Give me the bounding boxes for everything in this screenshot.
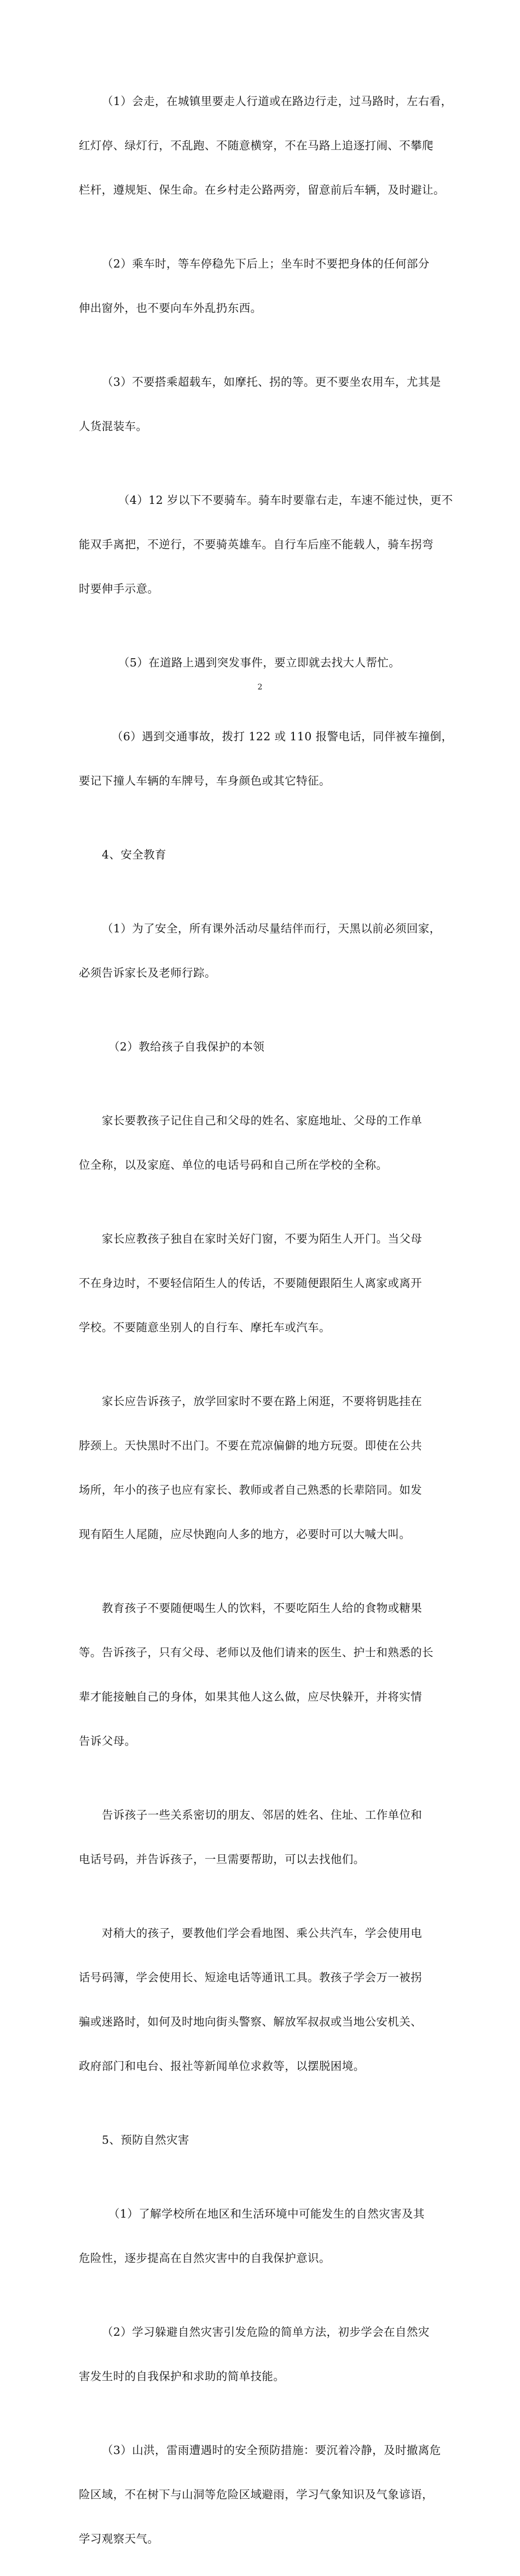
text-line: 家长应教孩子独自在家时关好门窗，不要为陌生人开门。当父母 (102, 1232, 423, 1245)
text-line: 伸出窗外，也不要向车外乱扔东西。 (79, 301, 262, 315)
paragraph-avoid-danger (79, 2295, 446, 2413)
text-line: 电话号码，并告诉孩子，一旦需要帮助，可以去找他们。 (79, 1853, 365, 1866)
page-number: 2 (257, 683, 263, 692)
text-line: 不在身边时，不要轻信陌生人的传话，不要随便跟陌生人离家或离开 (79, 1277, 422, 1290)
paragraph-understand-disasters (79, 2177, 446, 2295)
text-line: 骗或迷路时，如何及时地向街头警察、解放军叔叔或当地公安机关、 (79, 2015, 422, 2028)
text-line: （5）在道路上遇到突发事件，要立即就去找大人帮忙。 (118, 656, 401, 669)
paragraph-riding-bus (79, 227, 446, 345)
text-line: 政府部门和电台、报社等新闻单位求救等，以摆脱困境。 (79, 2059, 365, 2073)
text-line: 家长应告诉孩子，放学回家时不要在路上闲逛，不要将钥匙挂在 (102, 1395, 423, 1408)
section-heading-natural-disasters (79, 2103, 446, 2177)
section-heading: 5、预防自然灾害 (102, 2133, 189, 2146)
text-line: （3）不要搭乘超载车，如摩托、拐的等。更不要坐农用车，尤其是 (102, 375, 441, 388)
paragraph-remember-info (79, 1084, 446, 1202)
paragraph-going-home (79, 1365, 446, 1571)
text-line: 教育孩子不要随便喝生人的饮料，不要吃陌生人给的食物或糖果 (102, 1602, 423, 1615)
text-line: 家长要教孩子记住自己和父母的姓名、家庭地址、父母的工作单 (102, 1114, 423, 1127)
paragraph-home-alone (79, 1202, 446, 1365)
text-line: 告诉孩子一些关系密切的朋友、邻居的姓名、住址、工作单位和 (102, 1808, 423, 1821)
paragraph-floods-storms (79, 2413, 446, 2576)
text-line: （1）会走，在城镇里要走人行道或在路边行走，过马路时，左右看， (102, 95, 453, 108)
text-line: （2）教给孩子自我保护的本领 (108, 1040, 265, 1053)
text-line: 险区域，不在树下与山洞等危险区域避雨，学习气象知识及气象谚语， (79, 2488, 434, 2501)
text-line: 场所，年小的孩子也应有家长、教师或者自己熟悉的长辈陪同。如发 (79, 1483, 422, 1496)
text-line: （2）乘车时，等车停稳先下后上；坐车时不要把身体的任何部分 (102, 257, 430, 270)
section-heading-safety-education (79, 818, 446, 892)
text-line: 人货混装车。 (79, 420, 148, 433)
text-line: 对稍大的孩子，要教他们学会看地图、乘公共汽车，学会使用电 (102, 1927, 423, 1940)
text-line: 害发生时的自我保护和求助的简单技能。 (79, 2370, 285, 2383)
paragraph-older-children (79, 1896, 446, 2103)
paragraph-traffic-accident (79, 700, 453, 818)
text-line: 危险性，逐步提高在自然灾害中的自我保护意识。 (79, 2252, 331, 2265)
paragraph-walking (79, 65, 453, 227)
paragraph-overloaded-vehicles (79, 345, 446, 463)
text-line: （2）学习躲避自然灾害引发危险的简单方法，初步学会在自然灾 (102, 2325, 430, 2339)
text-line: （1）了解学校所在地区和生活环境中可能发生的自然灾害及其 (108, 2207, 425, 2220)
paragraph-self-protection (79, 1010, 446, 1084)
text-line: 脖颈上。天快黑时不出门。不要在荒凉偏僻的地方玩耍。即使在公共 (79, 1439, 422, 1452)
text-line: 辈才能接触自己的身体，如果其他人这么做，应尽快躲开，并将实情 (79, 1690, 422, 1703)
text-line: 能双手离把，不逆行，不要骑英雄车。自行车后座不能载人，骑车拐弯 (79, 538, 434, 551)
paragraph-cycling (79, 463, 453, 626)
text-line: 要记下撞人车辆的车牌号，车身颜色或其它特征。 (79, 774, 331, 787)
text-line: 必须告诉家长及老师行踪。 (79, 966, 216, 979)
text-line: 学校。不要随意坐别人的自行车、摩托车或汽车。 (79, 1321, 331, 1334)
text-line: （1）为了安全，所有课外活动尽量结伴而行，天黑以前必须回家， (102, 922, 441, 935)
text-line: （6）遇到交通事故，拨打 122 或 110 报警电话，同伴被车撞倒， (112, 730, 453, 743)
text-line: 告诉父母。 (79, 1734, 136, 1748)
paragraph-group-activities (79, 892, 446, 1010)
text-line: 现有陌生人尾随，应尽快跑向人多的地方，必要时可以大喊大叫。 (79, 1528, 411, 1541)
text-line: 学习观察天气。 (79, 2532, 159, 2545)
text-line: 话号码簿，学会使用长、短途电话等通讯工具。教孩子学会万一被拐 (79, 1971, 422, 1984)
document-body (79, 65, 453, 2576)
text-line: （4）12 岁以下不要骑车。骑车时要靠右走，车速不能过快，更不 (118, 494, 453, 507)
section-heading: 4、安全教育 (102, 848, 166, 861)
text-line: 等。告诉孩子，只有父母、老师以及他们请来的医生、护士和熟悉的长 (79, 1646, 434, 1659)
text-line: 栏杆，遵规矩、保生命。在乡村走公路两旁，留意前后车辆，及时避让。 (79, 183, 445, 196)
text-line: 红灯停、绿灯行，不乱跑、不随意横穿，不在马路上追逐打闹、不攀爬 (79, 139, 434, 152)
paragraph-strangers-food (79, 1571, 446, 1778)
paragraph-trusted-contacts (79, 1778, 446, 1896)
text-line: 时要伸手示意。 (79, 582, 159, 595)
text-line: 位全称，以及家庭、单位的电话号码和自己所在学校的全称。 (79, 1158, 388, 1171)
text-line: （3）山洪，雷雨遭遇时的安全预防措施：要沉着冷静，及时撤离危 (102, 2444, 441, 2457)
